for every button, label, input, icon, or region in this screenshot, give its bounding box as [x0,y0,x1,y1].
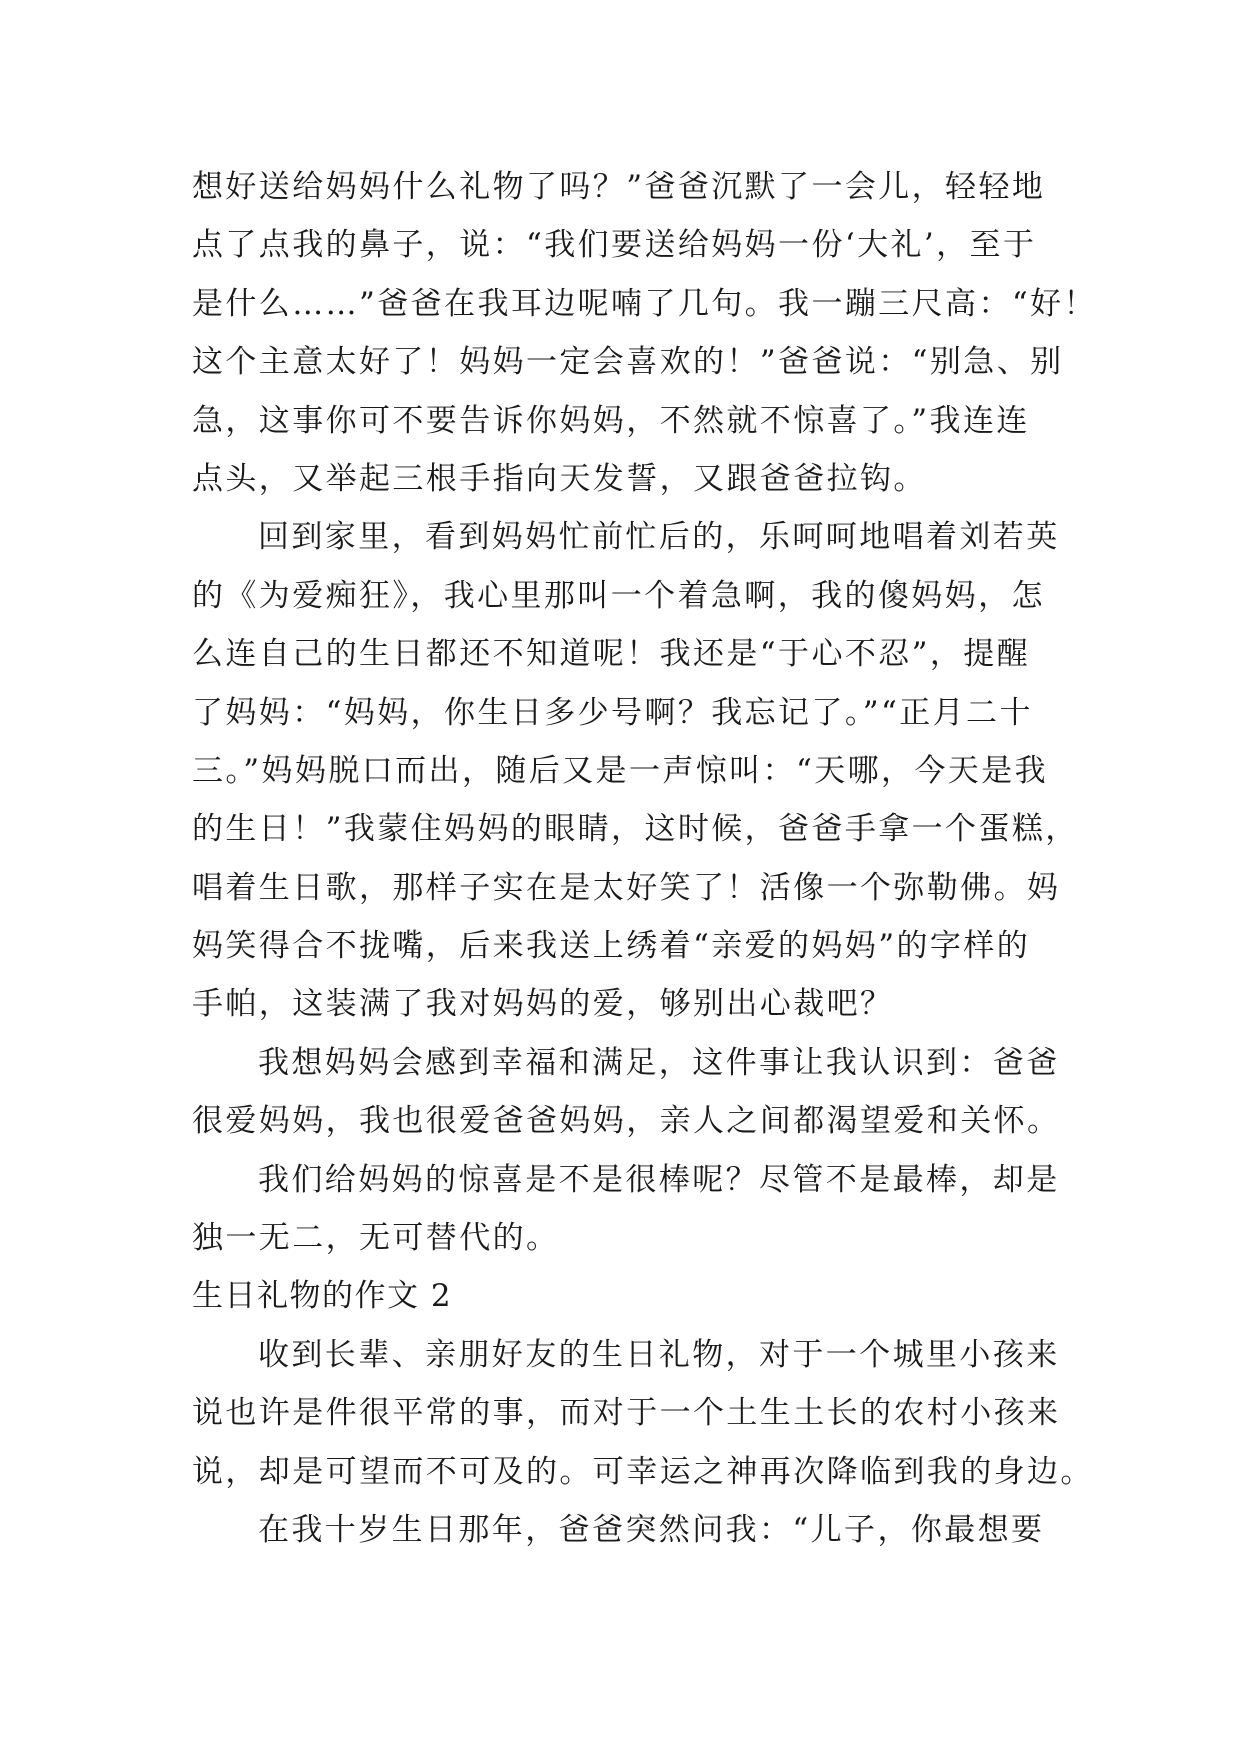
essay-body [192,158,1097,1559]
text-line: 我想妈妈会感到幸福和满足，这件事让我认识到：爸爸 [258,1044,1060,1081]
text-line: 这个主意太好了！妈妈一定会喜欢的！”爸爸说：“别急、别 [192,344,1064,381]
text-line: 妈笑得合不拢嘴，后来我送上绣着“亲爱的妈妈”的字样的 [192,928,1031,965]
text-line: 么连自己的生日都还不知道呢！我还是“于心不忍”，提醒 [192,636,1031,673]
text-line: 很爱妈妈，我也很爱爸爸妈妈，亲人之间都渴望爱和关怀。 [192,1103,1061,1140]
section-heading: 生日礼物的作文 2 [192,1278,453,1315]
text-line: 的《为爱痴狂》，我心里那叫一个着急啊，我的傻妈妈，怎 [192,577,1045,614]
text-line: 独一无二，无可替代的。 [192,1220,560,1257]
text-line: 三。”妈妈脱口而出，随后又是一声惊叫：“天哪，今天是我 [192,752,1048,789]
text-line: 在我十岁生日那年，爸爸突然问我：“儿子，你最想要 [258,1511,1045,1548]
text-line: 收到长辈、亲朋好友的生日礼物，对于一个城里小孩来 [258,1336,1060,1373]
text-line: 急，这事你可不要告诉你妈妈，不然就不惊喜了。”我连连 [192,402,1030,439]
text-line: 手帕，这装满了我对妈妈的爱，够别出心裁吧？ [192,986,894,1023]
text-line: 了妈妈：“妈妈，你生日多少号啊？我忘记了。”“正月二十 [192,694,1033,731]
text-line: 说，却是可望而不可及的。可幸运之神再次降临到我的身边。 [192,1453,1094,1490]
text-line: 点头，又举起三根手指向天发誓，又跟爸爸拉钩。 [192,460,927,497]
text-line: 想好送给妈妈什么礼物了吗？”爸爸沉默了一会儿，轻轻地 [192,169,1046,205]
text-line: 唱着生日歌，那样子实在是太好笑了！活像一个弥勒佛。妈 [192,869,1061,906]
text-line: 我们给妈妈的惊喜是不是很棒呢？尽管不是最棒，却是 [258,1161,1060,1198]
text-line: 的生日！”我蒙住妈妈的眼睛，这时候，爸爸手拿一个蛋糕， [192,811,1079,848]
text-line: 回到家里，看到妈妈忙前忙后的，乐呵呵地唱着刘若英 [258,519,1060,556]
text-line: 说也许是件很平常的事，而对于一个土生土长的农村小孩来 [192,1395,1061,1432]
text-line: 是什么……”爸爸在我耳边呢喃了几句。我一蹦三尺高：“好！ [192,285,1097,322]
text-line: 点了点我的鼻子，说：“我们要送给妈妈一份‘大礼’，至于 [192,227,1037,264]
